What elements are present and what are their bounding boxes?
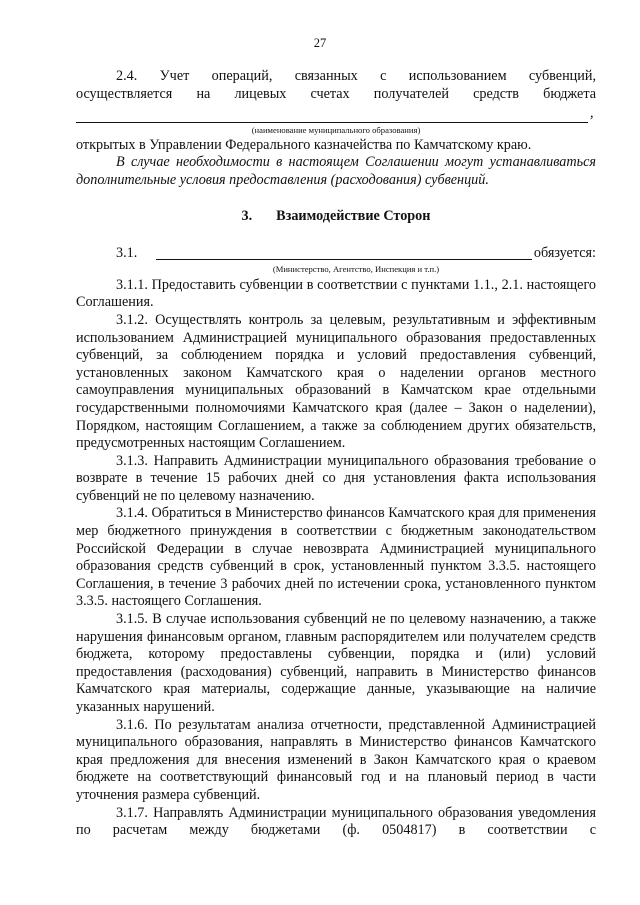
paragraph-2-4-line-3: открытых в Управлении Федерального казначейства по Камчатскому краю. xyxy=(76,136,532,153)
blank-municipality-line xyxy=(76,105,596,123)
document-body xyxy=(76,68,596,840)
page-number: 27 xyxy=(313,36,327,50)
blank-underline xyxy=(76,110,588,123)
section-heading xyxy=(76,208,596,226)
blank-comma: , xyxy=(590,105,594,122)
blank-caption: (наименование муниципального образования) xyxy=(251,124,421,135)
paragraph-3-1 xyxy=(76,245,596,263)
paragraph-2-4-line-2: осуществляется на лицевых счетах получателей средств бюджета xyxy=(76,85,596,102)
paragraph-3-1-2: 3.1.2. Осуществлять контроль за целевым, результативным и эффективным использованием Администрацией муниципального образования предоставленных субвенций, за соблюдением порядка и условий предоставления субвенций, установленных законом Камчатского края о наделении органов местного самоуправления муниципальных образований в Камчатском крае отдельными государственными полномочиями Камчатского края (далее – Закон о наделении), Порядком, настоящим Соглашением, а также за соблюдением других обязательств, предусмотренных настоящим Соглашением. xyxy=(76,311,596,452)
paragraph-3-1-tail: обязуется: xyxy=(533,245,596,262)
paragraph-3-1-3: 3.1.3. Направить Администрации муниципального образования требование о возврате в течение 15 рабочих дней со дня установления факта использования субвенций не по целевому назначению. xyxy=(76,452,596,504)
paragraph-3-1-4: 3.1.4. Обратиться в Министерство финансов Камчатского края для применения мер бюджетного принуждения в соответствии с бюджетным законодательством Российской Федерации в случае невозврата Администрацией муниципального образования средств субвенций в срок, установленный пунктом 3.3.5. настоящего Соглашения, в течение 3 рабочих дней по истечении срока, установленного пунктом 3.3.5. настоящего Соглашения. xyxy=(76,505,596,610)
ministry-blank-underline xyxy=(156,247,532,260)
italic-note: В случае необходимости в настоящем Соглашении могут устанавливаться дополнительные условия предоставления (расходования) субвенций. xyxy=(76,154,596,188)
paragraph-3-1-7: 3.1.7. Направлять Администрации муниципального образования уведомления по расчетам между бюджетами (ф. 0504817) в соответствии с xyxy=(76,804,596,839)
section-title: Взаимодействие Сторон xyxy=(276,207,431,224)
ministry-blank-caption: (Министерство, Агентство, Инспекция и т.п.) xyxy=(272,263,440,274)
paragraph-3-1-5: 3.1.5. В случае использования субвенций не по целевому назначению, а также нарушения финансовым органом, главным распорядителем или получателем средств бюджета, которому предоставлены субвенции, порядка и (или) условий предоставления (расходования) субвенций, направить в Министерство финансов Камчатского края материалы, содержащие данные, указывающие на наличие указанных нарушений. xyxy=(76,611,596,715)
paragraph-2-4-line-1: 2.4. Учет операций, связанных с использованием субвенций, xyxy=(116,68,596,84)
paragraph-3-1-6: 3.1.6. По результатам анализа отчетности, представленной Администрацией муниципального образования, направлять в Министерство финансов Камчатского края предложения для внесения изменений в Закон Камчатского края о краевом бюджете на соответствующий финансовый год и на плановый период в части уточнения размера субвенций. xyxy=(76,716,596,803)
paragraph-3-1-label: 3.1. xyxy=(116,245,138,262)
paragraph-3-1-1: 3.1.1. Предоставить субвенции в соответствии с пунктами 1.1., 2.1. настоящего Соглашения. xyxy=(76,276,596,311)
section-number: 3. xyxy=(241,207,253,224)
